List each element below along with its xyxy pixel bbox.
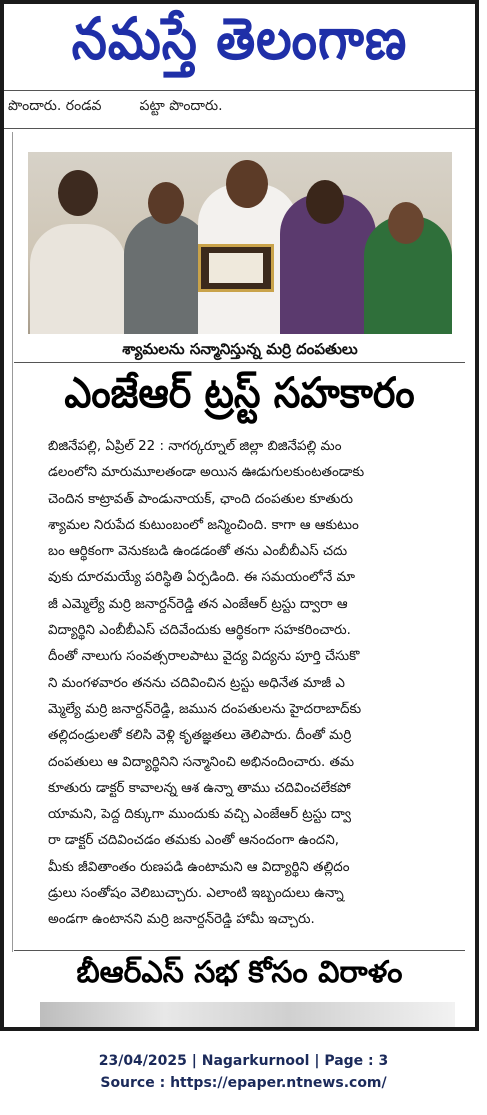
next-article-headline	[14, 954, 465, 998]
article-photo	[28, 152, 452, 334]
article-body-line: శ్యామల నిరుపేద కుటుంబంలో జన్మించింది. కాగా ఆ ఆకుటుం	[48, 517, 359, 533]
article-headline	[14, 364, 465, 432]
article-body-line: వుకు దూరమయ్యే పరిస్థితి ఏర్పడింది. ఈ సమయంలోనే మా	[48, 570, 355, 586]
next-article-headline-text: బీఆర్ఎస్ సభ కోసం విరాళం	[76, 955, 403, 990]
article-body-line: రా డాక్టర్ చదివించడం తమకు ఎంతో ఆనందంగా ఉందని,	[48, 833, 340, 849]
photo-caption: శ్యామలను సన్మానిస్తున్న మర్రి దంపతులు	[122, 340, 358, 358]
article-body-line: డలంలోని మారుమూలతండా అయిన ఊడుగులకుంటతండాకు	[48, 465, 365, 481]
article-body-line: తల్లిదండ్రులతో కలిసి వెళ్లి కృతజ్ఞతలు తెలిపారు. దీంతో మర్రి	[48, 728, 352, 744]
article-body-line: విద్యార్థిని ఎంబీబీఎస్ చదివేందుకు ఆర్థికంగా సహకరించారు.	[48, 623, 351, 639]
masthead	[4, 4, 475, 88]
article-end-rule	[14, 950, 465, 951]
top-strip-rule	[4, 128, 475, 129]
footer-date-line: 23/04/2025 | Nagarkurnool | Page : 3	[98, 1053, 389, 1069]
article-body-line: యామని, పెద్ద దిక్కుగా ముందుకు వచ్చి ఎంజేఆర్ ట్రస్టు ద్వా	[48, 807, 351, 823]
article-body-line: అండగా ఉంటానని మర్రి జనార్దన్‌రెడ్డి హామీ ఇచ్చారు.	[48, 912, 315, 928]
certificate-frame	[198, 244, 274, 292]
column-divider	[4, 132, 13, 952]
masthead-title: నమస్తే తెలంగాణ	[71, 5, 408, 72]
masthead-rule	[4, 90, 475, 91]
article-body-line: దంపతులు ఆ విద్యార్థినిని సన్మానించి అభినందించారు. తమ	[48, 754, 355, 770]
article-body-line: కూతురు డాక్టర్ కావాలన్న ఆశ ఉన్నా తాము చదివించలేకపో	[48, 780, 351, 796]
article-body-line: ని మంగళవారం తనను చదివించిన ట్రస్టు అధినేత మాజీ ఎ	[48, 675, 345, 691]
top-strip	[8, 98, 223, 117]
article-body-line: డ్రులు సంతోషం వెలిబుచ్చారు. ఎలాంటి ఇబ్బందులు ఉన్నా	[48, 886, 344, 902]
top-strip-right: పట్టా పొందారు.	[139, 98, 223, 114]
article-body-line: మ్మెల్యే మర్రి జనార్దన్‌రెడ్డి, జమున దంపతులను హైదరాబాద్‌కు	[48, 701, 362, 717]
source-footer	[0, 1050, 487, 1094]
top-strip-left: పొందారు. రండవ	[8, 98, 102, 114]
article-body-line: దీంతో నాలుగు సంవత్సరాలపాటు వైద్య విద్యను పూర్తి చేసుకొ	[48, 649, 360, 665]
article-body	[48, 434, 472, 934]
article-body-line: బిజినేపల్లి, ఏప్రిల్ 22 : నాగర్కర్నూల్ జిల్లా బిజినేపల్లి మం	[48, 439, 342, 454]
article-body-line: మీకు జీవితాంతం రుణపడి ఉంటామని ఆ విద్యార్థిని తల్లిదం	[48, 859, 350, 875]
footer-source-line: Source : https://epaper.ntnews.com/	[100, 1075, 387, 1091]
next-article-photo-strip	[40, 1002, 455, 1028]
caption-rule	[14, 362, 465, 363]
article-body-line: చెందిన కాట్రావత్ పాండునాయక్, ఛాంది దంపతుల కూతురు	[48, 491, 353, 507]
article-headline-text: ఎంజేఆర్ ట్రస్ట్ సహకారం	[64, 368, 415, 417]
article-body-line: బం ఆర్థికంగా వెనుకబడి ఉండడంతో తను ఎంబీబీఎస్ చదు	[48, 544, 348, 560]
article-body-line: జీ ఎమ్మెల్యే మర్రి జనార్దన్‌రెడ్డి తన ఎంజేఆర్ ట్రస్టు ద్వారా ఆ	[48, 596, 348, 612]
